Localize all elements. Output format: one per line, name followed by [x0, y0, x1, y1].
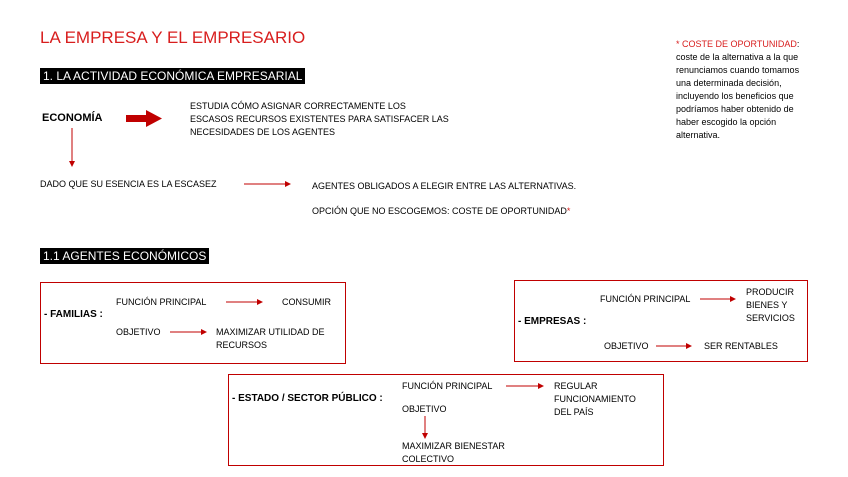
note-line: podríamos haber obtenido de	[676, 104, 794, 114]
empresas-objetivo-value: SER RENTABLES	[704, 341, 778, 351]
page-title: LA EMPRESA Y EL EMPRESARIO	[40, 28, 306, 47]
familias-funcion-label: FUNCIÓN PRINCIPAL	[116, 297, 207, 307]
empresas-objetivo-label: OBJETIVO	[604, 341, 649, 351]
definition-line: ESTUDIA CÓMO ASIGNAR CORRECTAMENTE LOS	[190, 101, 406, 111]
estado-objetivo-value	[402, 440, 505, 466]
familias-funcion-value: CONSUMIR	[282, 297, 331, 307]
agentes-obligados-text: AGENTES OBLIGADOS A ELEGIR ENTRE LAS ALTERNATIVAS.	[312, 181, 577, 191]
note-line: haber escogido la opción	[676, 117, 777, 127]
objetivo-line: RECURSOS	[216, 340, 268, 350]
asterisk: *	[566, 206, 571, 216]
funcion-line: REGULAR	[554, 381, 598, 391]
empresas-funcion-value	[746, 286, 795, 325]
estado-objetivo-label: OBJETIVO	[402, 404, 447, 414]
note-line: renunciamos cuando tomamos	[676, 65, 800, 75]
thick-right-arrow-icon	[126, 110, 162, 127]
section-heading-agentes: 1.1 AGENTES ECONÓMICOS	[40, 248, 209, 264]
section-heading-actividad: 1. LA ACTIVIDAD ECONÓMICA EMPRESARIAL	[40, 68, 305, 84]
estado-funcion-label: FUNCIÓN PRINCIPAL	[402, 381, 493, 391]
funcion-line: SERVICIOS	[746, 313, 795, 323]
note-line: una determinada decisión,	[676, 78, 782, 88]
note-label: * COSTE DE OPORTUNIDAD	[676, 39, 797, 49]
coste-oportunidad-note	[676, 38, 826, 142]
empresas-label: - EMPRESAS :	[518, 316, 587, 327]
economia-definition	[190, 100, 449, 139]
opcion-text	[312, 205, 570, 218]
objetivo-line: MAXIMIZAR BIENESTAR	[402, 441, 505, 451]
escasez-text: DADO QUE SU ESENCIA ES LA ESCASEZ	[40, 179, 217, 189]
funcion-line: PRODUCIR	[746, 287, 795, 297]
funcion-line: FUNCIONAMIENTO	[554, 394, 636, 404]
note-line: coste de la alternativa a la que	[676, 52, 799, 62]
objetivo-line: MAXIMIZAR UTILIDAD DE	[216, 327, 325, 337]
familias-objetivo-label: OBJETIVO	[116, 327, 161, 337]
definition-line: NECESIDADES DE LOS AGENTES	[190, 127, 336, 137]
note-line: incluyendo los beneficios que	[676, 91, 794, 101]
estado-funcion-value	[554, 380, 636, 419]
empresas-funcion-label: FUNCIÓN PRINCIPAL	[600, 294, 691, 304]
familias-label: - FAMILIAS :	[44, 309, 103, 320]
familias-objetivo-value	[216, 326, 325, 352]
funcion-line: DEL PAÍS	[554, 407, 594, 417]
note-colon: :	[796, 39, 800, 49]
opcion-label: OPCIÓN QUE NO ESCOGEMOS: COSTE DE OPORTUNIDAD	[312, 206, 567, 216]
note-line: alternativa.	[676, 130, 721, 140]
definition-line: ESCASOS RECURSOS EXISTENTES PARA SATISFACER LAS	[190, 114, 449, 124]
economia-label: ECONOMÍA	[42, 112, 103, 124]
estado-label: - ESTADO / SECTOR PÚBLICO :	[232, 393, 383, 404]
objetivo-line: COLECTIVO	[402, 454, 455, 464]
funcion-line: BIENES Y	[746, 300, 788, 310]
